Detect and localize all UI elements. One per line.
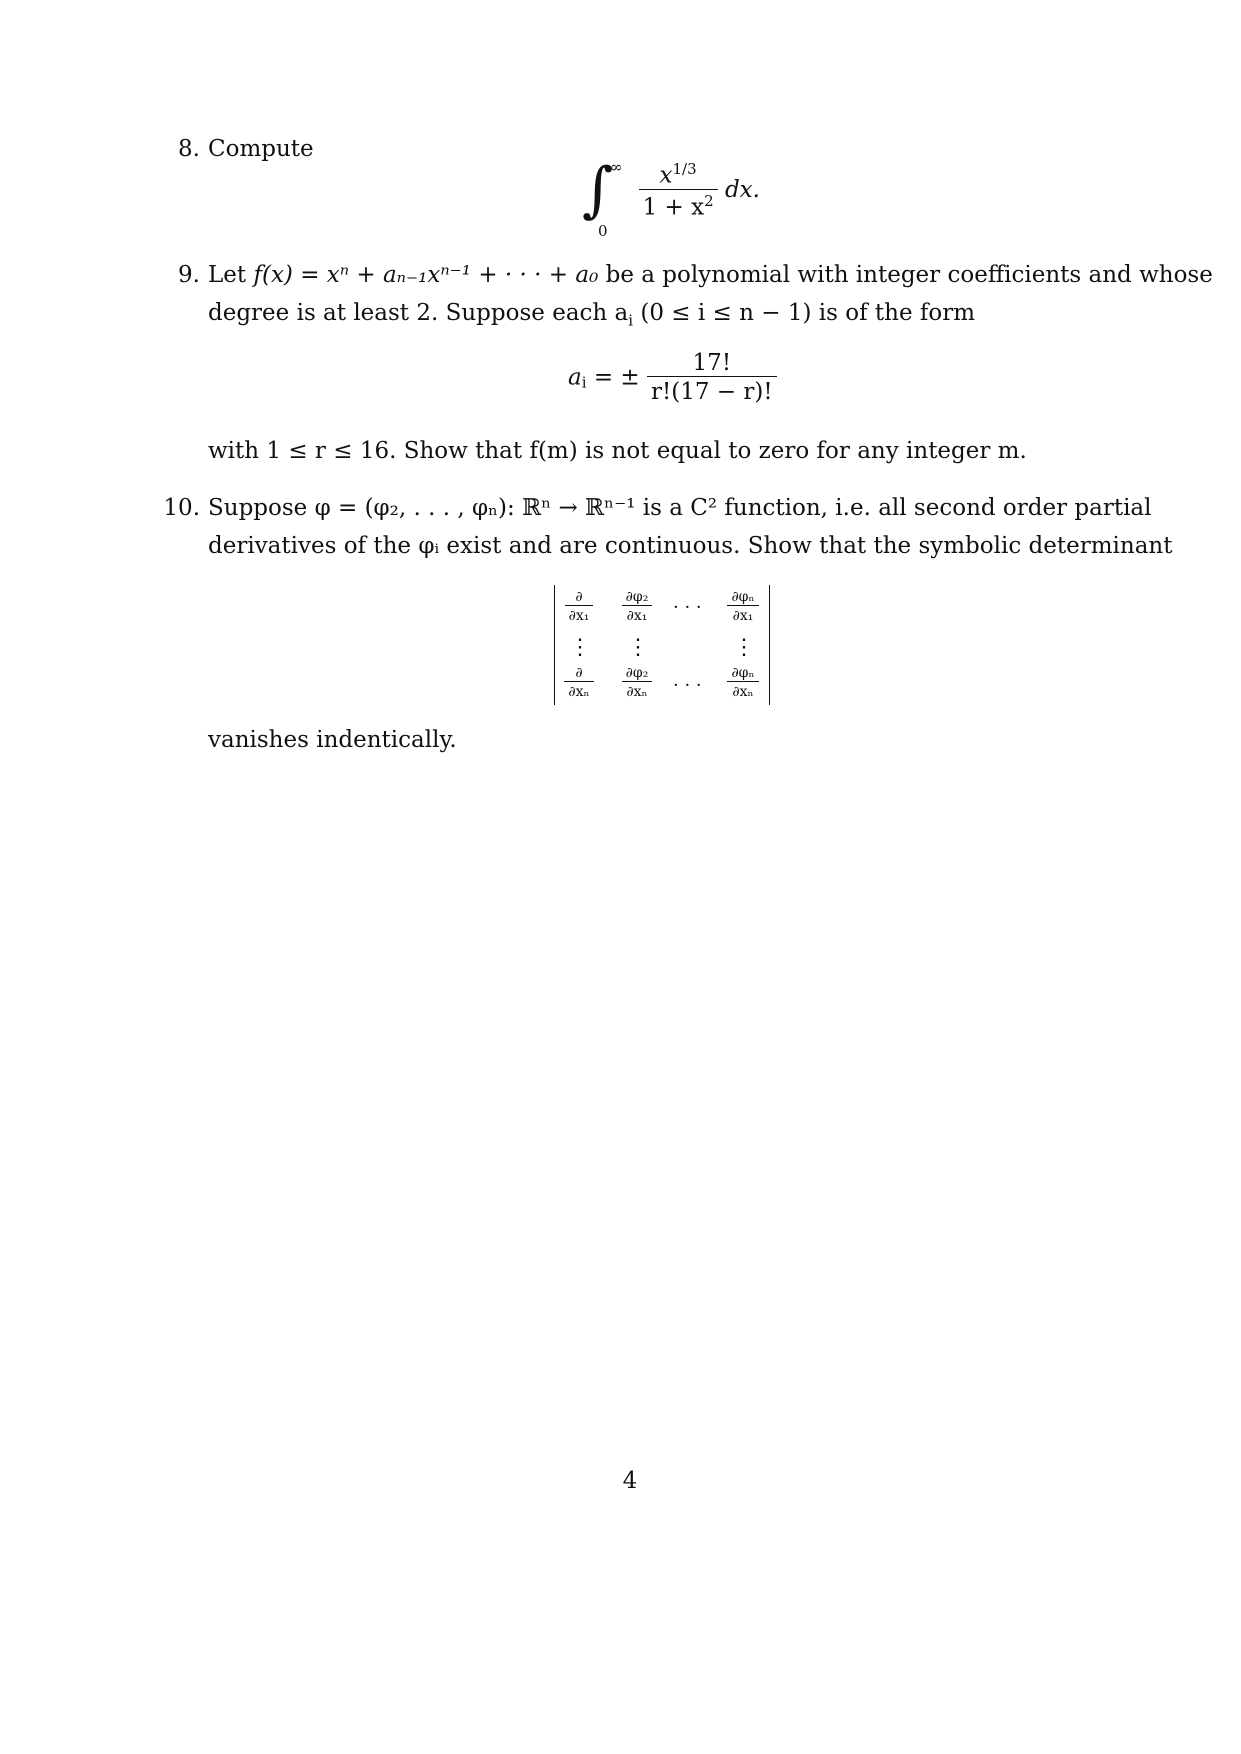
integrand-numerator-exponent: 1/3 — [672, 160, 697, 178]
integrand-denominator: 1 + x — [642, 194, 705, 221]
integrand-fraction — [639, 160, 718, 220]
formula-equals: = ± — [586, 364, 640, 391]
det-col-n-vdots: ⋮ — [733, 635, 755, 660]
det-col-1-vdots: ⋮ — [569, 635, 591, 660]
formula-fraction — [647, 350, 777, 405]
det-col-2-vdots: ⋮ — [627, 635, 649, 660]
det-entry-1-2: $\frac{\text{∂φ₂}}{\text{∂x₁}}$ — [615, 589, 659, 624]
problem-8-number: 8. — [178, 136, 200, 162]
problem-9-formula: $a_i$ = ± $\frac{17!}{r!(17 - r)!}$ — [568, 350, 777, 405]
problem-9-line-3: with 1 ≤ r ≤ 16. Show that f(m) is not equal to zero for any integer m. — [208, 438, 1027, 464]
problem-9-line-1: Let f(x) = xⁿ + aₙ₋₁xⁿ⁻¹ + · · · + a₀ be a polynomial with integer coefficients and whose — [208, 262, 1213, 288]
det-entry-n-n: $\frac{\text{∂φₙ}}{\text{∂xₙ}}$ — [721, 665, 765, 700]
problem-10-closing: vanishes indentically. — [208, 727, 457, 753]
problem-10-line-2: derivatives of the φᵢ exist and are continuous. Show that the symbolic determinant — [208, 533, 1173, 559]
problem-10-line-1: Suppose φ = (φ₂, . . . , φₙ): ℝⁿ → ℝⁿ⁻¹ is a C² function, i.e. all second order partial — [208, 495, 1152, 521]
problem-9-line-2: degree is at least 2. Suppose each $a_i$ (0 ≤ i ≤ n − 1) is of the form — [208, 300, 976, 330]
integrand-denominator-exponent: 2 — [704, 191, 714, 210]
integral-sign: ∫ — [582, 155, 614, 226]
det-entry-1-n: $\frac{\text{∂φₙ}}{\text{∂x₁}}$ — [721, 589, 765, 624]
polynomial-definition: f(x) = xⁿ + aₙ₋₁xⁿ⁻¹ + · · · + a₀ — [253, 262, 599, 288]
integral-differential: dx. — [724, 177, 760, 204]
formula-lhs: a — [568, 364, 582, 391]
problem-8-integral — [582, 155, 760, 240]
formula-denominator: r!(17 − r)! — [647, 376, 777, 405]
integral-upper-limit: ∞ — [610, 158, 623, 176]
det-entry-1-1: $\frac{\partial}{\text{∂x₁}}$ — [559, 589, 599, 624]
det-entry-n-2: $\frac{\text{∂φ₂}}{\text{∂xₙ}}$ — [615, 665, 659, 700]
problem-8-intro: Compute — [208, 136, 314, 162]
det-row-n-hdots: · · · — [673, 675, 702, 696]
symbolic-determinant — [554, 585, 770, 705]
det-row-1-hdots: · · · — [673, 597, 702, 618]
integrand-numerator: x — [659, 162, 673, 189]
integral-lower-limit: 0 — [598, 222, 608, 240]
formula-numerator: 17! — [692, 350, 732, 376]
problem-10-number: 10. — [163, 495, 200, 521]
problem-9-number: 9. — [178, 262, 200, 288]
page-number: 4 — [622, 1468, 638, 1494]
det-entry-n-1: $\frac{\partial}{\text{∂xₙ}}$ — [559, 665, 599, 700]
